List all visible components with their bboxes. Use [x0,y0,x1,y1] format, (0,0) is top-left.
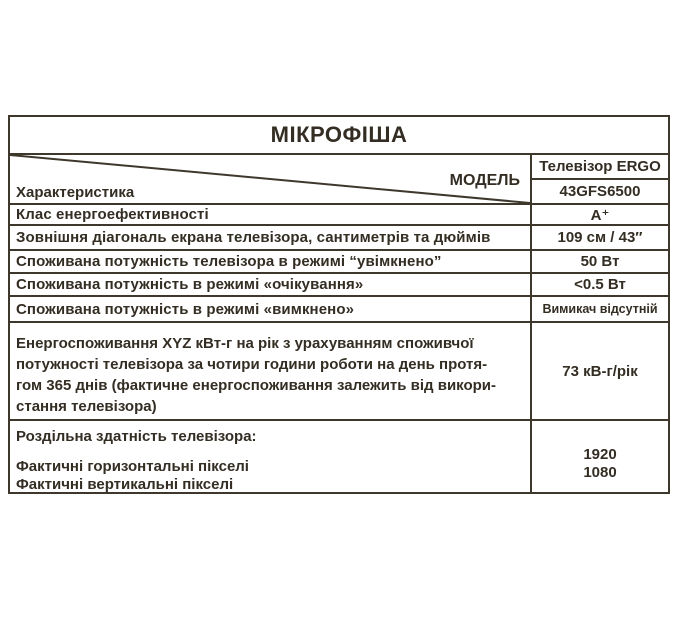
row-label [10,323,530,419]
label-line: потужності телевізора за чотири години роботи на день протя- [16,356,488,373]
resolution-horizontal-label: Фактичні горизонтальні пікселі [16,458,249,475]
row-label: Споживана потужність в режимі «очікування» [16,276,364,293]
header-row [10,153,668,203]
row-value: Вимикач відсутній [530,297,668,321]
resolution-title: Роздільна здатність телевізора: [16,428,257,445]
row-label [10,421,530,492]
characteristic-column-label: Характеристика [16,184,135,201]
table-row [10,224,668,249]
model-column-label: МОДЕЛЬ [449,172,520,189]
tv-spec-table [8,115,670,494]
model-number: 43GFS6500 [559,183,641,200]
row-label: Клас енергоефективності [16,206,209,223]
table-row [10,295,668,321]
row-value: 50 Вт [530,251,668,272]
table-row [10,203,668,224]
row-label: Споживана потужність в режимі «вимкнено» [16,300,355,318]
row-value [530,421,668,492]
row-value: A⁺ [530,205,668,224]
resolution-vertical-label: Фактичні вертикальні пікселі [16,476,234,493]
label-line: гом 365 днів (фактичне енергоспоживання залежить від викори- [16,377,497,394]
row-label: Споживана потужність телевізора в режимі “увімкнено” [16,253,442,270]
table-row [10,272,668,295]
label-line: Енергоспоживання XYZ кВт-г на рік з урахуванням споживчої [16,335,474,352]
row-value: 73 кВ-г/рік [530,323,668,419]
row-label: Зовнішня діагональ екрана телевізора, сантиметрів та дюймів [16,229,491,246]
resolution-row [10,419,668,492]
row-value: 109 см / 43″ [530,226,668,249]
resolution-vertical-value: 1080 [583,464,617,481]
energy-consumption-row [10,321,668,419]
label-line: стання телевізора) [16,398,157,415]
table-row [10,249,668,272]
model-brand: Телевізор ERGO [532,155,668,180]
header-diagonal-cell [10,155,530,203]
model-value-cell [530,155,668,203]
row-value: <0.5 Вт [530,274,668,295]
resolution-horizontal-value: 1920 [583,446,617,463]
table-title: МІКРОФІША [270,122,408,147]
